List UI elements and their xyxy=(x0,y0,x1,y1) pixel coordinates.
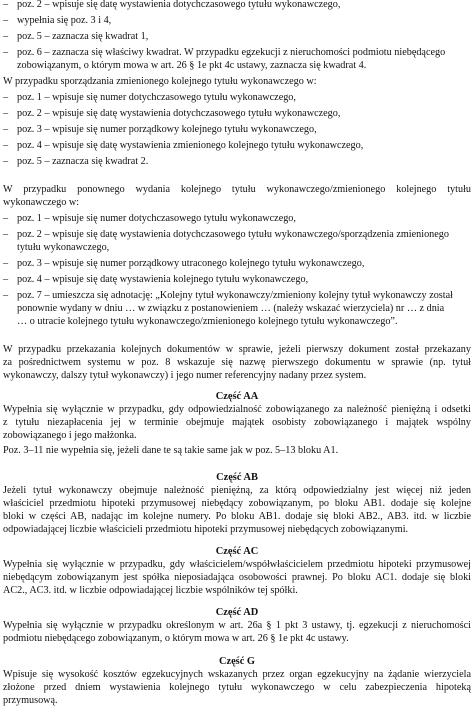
line-text: właściciel przedmiotu hipoteki przymusowej niebędący zobowiązanym, po bloku AB1. dodaje się kolejne xyxy=(3,498,471,509)
line-text: Część AA xyxy=(215,391,259,402)
bullet-dash: – xyxy=(3,229,9,240)
line-text: Wpisuje się wysokość kosztów egzekucyjnych wskazanych przez organ egzekucyjny na żądanie wierzyciela xyxy=(3,669,471,680)
line-text: W przypadku sporządzania zmienionego kolejnego tytułu wykonawczego w: xyxy=(3,76,317,87)
paragraph-line xyxy=(0,369,474,382)
bullet-dash: – xyxy=(3,92,9,103)
line-text: W przypadku przekazania kolejnych dokumentów w sprawie, jeżeli pierwszy dokument został przekazany xyxy=(3,344,471,355)
line-text: W przypadku ponownego wydania kolejnego tytułu wykonawczego/zmienionego kolejnego tytułu xyxy=(3,184,471,195)
line-text: wypełnia się poz. 3 i 4, xyxy=(17,15,112,26)
line-text: poz. 3 – wpisuje się numer porządkowy kolejnego tytułu wykonawczego, xyxy=(17,124,317,135)
list-item xyxy=(0,228,474,241)
bullet-dash: – xyxy=(3,290,9,301)
bullet-dash: – xyxy=(3,124,9,135)
section-heading xyxy=(0,545,474,558)
list-item xyxy=(0,212,474,225)
line-text: Część G xyxy=(218,656,256,667)
line-text: Wypełnia się wyłącznie w przypadku, gdy właścicielem/współwłaścicielem przedmiotu hipoteki przymusowej xyxy=(3,559,471,570)
bullet-dash: – xyxy=(3,0,9,10)
line-text: poz. 4 – wpisuje się datę wystawienia zmienionego kolejnego tytułu wykonawczego, xyxy=(17,140,364,151)
line-text: zobowiązanego i jego małżonka. xyxy=(3,430,137,441)
line-text: Część AD xyxy=(215,607,259,618)
line-text: wykonawczy, dalszy tytuł wykonawczy) i jego numer referencyjny nadany przez system. xyxy=(3,370,367,381)
paragraph-line xyxy=(0,694,474,707)
line-text: bloki w części AB, nadając im kolejne numery. Po bloku AB1. dodaje się bloki AB2., AB3. itd. w liczbie xyxy=(3,511,471,522)
line-text: poz. 4 – wpisuje się datę wystawienia kolejnego tytułu wykonawczego, xyxy=(17,274,309,285)
paragraph-line xyxy=(0,196,474,209)
list-item xyxy=(0,46,474,59)
line-text: poz. 7 – umieszcza się adnotację: „Kolejny tytuł wykonawczy/zmieniony kolejny tytuł wykonawczy został xyxy=(17,290,453,301)
list-item xyxy=(0,14,474,27)
paragraph-line xyxy=(0,429,474,442)
list-item xyxy=(0,0,474,11)
section-heading xyxy=(0,655,474,668)
line-text: Część AC xyxy=(215,546,259,557)
line-text: Część AB xyxy=(216,472,258,483)
bullet-dash: – xyxy=(3,108,9,119)
paragraph-line xyxy=(0,416,474,429)
paragraph-line xyxy=(0,668,474,681)
paragraph-line xyxy=(0,619,474,632)
paragraph-line xyxy=(0,444,474,457)
paragraph-line xyxy=(0,343,474,356)
line-text: niebędącym zobowiązanym jest spółka nieposiadająca osobowości prawnej. Po bloku AC1. dodaje się bloki xyxy=(3,572,471,583)
bullet-dash: – xyxy=(3,31,9,42)
line-text: … o utracie kolejnego tytułu wykonawczego/zmienionego kolejnego tytułu wykonawczego”. xyxy=(17,316,398,327)
list-item-continuation xyxy=(0,315,474,328)
line-text: podmiotu niebędącego zobowiązanym, o którym mowa w art. 26 § 1e pkt 4c ustawy. xyxy=(3,633,349,644)
line-text: poz. 1 – wpisuje się numer dotychczasowego tytułu wykonawczego, xyxy=(17,92,296,103)
list-item xyxy=(0,107,474,120)
paragraph-line xyxy=(0,75,474,88)
list-item xyxy=(0,155,474,168)
bullet-dash: – xyxy=(3,47,9,58)
section-heading xyxy=(0,471,474,484)
bullet-dash: – xyxy=(3,15,9,26)
line-text: poz. 2 – wpisuje się datę wystawienia dotychczasowego tytułu wykonawczego, xyxy=(17,0,341,10)
paragraph-line xyxy=(0,681,474,694)
line-text: przymusową. xyxy=(3,695,58,706)
paragraph-line xyxy=(0,510,474,523)
paragraph-line xyxy=(0,584,474,597)
section-heading xyxy=(0,390,474,403)
list-item-continuation xyxy=(0,241,474,254)
line-text: poz. 2 – wpisuje się datę wystawienia dotychczasowego tytułu wykonawczego/sporządzenia zmienionego xyxy=(17,229,449,240)
line-text: z tytułu niezapłacenia jej w terminie obejmuje majątek osobisty zobowiązanego i majątek wspólny xyxy=(3,417,471,428)
line-text: wykonawczego w: xyxy=(3,197,80,208)
paragraph-line xyxy=(0,183,474,196)
paragraph-line xyxy=(0,484,474,497)
line-text: poz. 6 – zaznacza się właściwy kwadrat. W przypadku egzekucji z nieruchomości podmiotu niebędącego xyxy=(17,47,446,58)
line-text: AC2., AC3. itd. w liczbie odpowiadającej liczbie wspólników tej spółki. xyxy=(3,585,298,596)
line-text: poz. 1 – wpisuje się numer dotychczasowego tytułu wykonawczego, xyxy=(17,213,296,224)
line-text: Wypełnia się wyłącznie w przypadku, gdy odpowiedzialność zobowiązanego za należność pieniężną i odsetki xyxy=(3,404,471,415)
list-item-continuation xyxy=(0,59,474,72)
list-item xyxy=(0,257,474,270)
line-text: ponownie wydany w dniu … w związku z postanowieniem … (należy wskazać wierzyciela) nr … z dnia xyxy=(17,303,445,314)
line-text: zobowiązanym, o którym mowa w art. 26 § 1e pkt 4c ustawy, zaznacza się kwadrat 4. xyxy=(17,60,367,71)
line-text: poz. 2 – wpisuje się datę wystawienia dotychczasowego tytułu wykonawczego, xyxy=(17,108,341,119)
bullet-dash: – xyxy=(3,156,9,167)
paragraph-line xyxy=(0,403,474,416)
line-text: złożone przed dniem wystawienia kolejnego tytułu wykonawczego w celu zabezpieczenia hipoteką xyxy=(3,682,471,693)
paragraph-line xyxy=(0,632,474,645)
list-item xyxy=(0,273,474,286)
bullet-dash: – xyxy=(3,140,9,151)
paragraph-line xyxy=(0,523,474,536)
list-item xyxy=(0,91,474,104)
line-text: poz. 3 – wpisuje się numer porządkowy utraconego kolejnego tytułu wykonawczego, xyxy=(17,258,365,269)
paragraph-line xyxy=(0,356,474,369)
list-item-continuation xyxy=(0,302,474,315)
bullet-dash: – xyxy=(3,213,9,224)
line-text: Jeżeli tytuł wykonawczy obejmuje należność pieniężną, za którą odpowiedzialny jest więcej niż jeden xyxy=(3,485,471,496)
line-text: Poz. 3–11 nie wypełnia się, jeżeli dane te są takie same jak w poz. 5–13 bloku A1. xyxy=(3,445,339,456)
bullet-dash: – xyxy=(3,258,9,269)
line-text: Wypełnia się wyłącznie w przypadku określonym w art. 26a § 1 pkt 3 ustawy, tj. egzekucji z nieruchomości xyxy=(3,620,471,631)
paragraph-line xyxy=(0,497,474,510)
list-item xyxy=(0,30,474,43)
line-text: za pośrednictwem systemu w poz. 8 wskazuje się nazwę pierwszego dokumentu w sprawie (np. tytuł xyxy=(3,357,471,368)
bullet-dash: – xyxy=(3,274,9,285)
list-item xyxy=(0,289,474,302)
line-text: odpowiadającej liczbie właścicieli przedmiotu hipoteki przymusowej niebędących zobowiązanymi. xyxy=(3,524,409,535)
paragraph-line xyxy=(0,571,474,584)
list-item xyxy=(0,139,474,152)
line-text: tytułu wykonawczego, xyxy=(17,242,110,253)
paragraph-line xyxy=(0,558,474,571)
line-text: poz. 5 – zaznacza się kwadrat 1, xyxy=(17,31,149,42)
line-text: poz. 5 – zaznacza się kwadrat 2. xyxy=(17,156,149,167)
section-heading xyxy=(0,606,474,619)
list-item xyxy=(0,123,474,136)
